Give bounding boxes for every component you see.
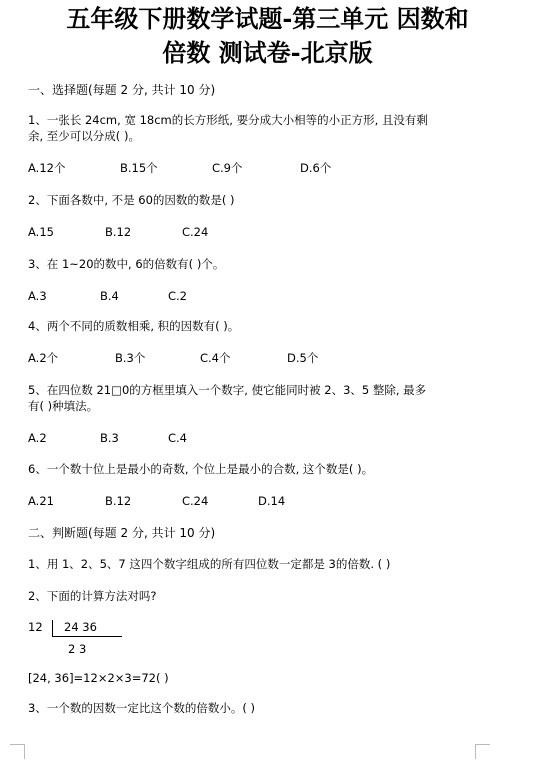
short-division: [28, 618, 148, 663]
section2-heading: 二、判断题(每题 2 分, 共计 10 分): [28, 526, 216, 540]
q2-option-b: B.12: [105, 225, 132, 239]
q4-option-b: B.3个: [115, 351, 146, 365]
q6-option-c: C.24: [182, 494, 209, 508]
q2-text: 2、下面各数中, 不是 60的因数的数是( ): [28, 193, 235, 207]
q4-option-d: D.5个: [287, 351, 319, 365]
q5-option-c: C.4: [168, 431, 188, 445]
q5-text-line1: 5、在四位数 21□0的方框里填入一个数字, 使它能同时被 2、3、5 整除, 最多: [28, 383, 427, 397]
page-title-line1: 五年级下册数学试题-第三单元 因数和: [66, 4, 469, 33]
q2-option-c: C.24: [182, 225, 209, 239]
division-divisor: 12: [28, 620, 43, 634]
division-horizontal-bar: [52, 636, 122, 637]
judge-q3-text: 3、一个数的因数一定比这个数的倍数小。( ): [28, 701, 255, 715]
q3-option-c: C.2: [168, 289, 188, 303]
q6-text: 6、一个数十位上是最小的奇数, 个位上是最小的合数, 这个数是( )。: [28, 462, 374, 476]
q6-option-a: A.21: [28, 494, 54, 508]
q2-option-a: A.15: [28, 225, 54, 239]
q1-option-c: C.9个: [212, 161, 243, 175]
judge-q2-text: 2、下面的计算方法对吗?: [28, 589, 157, 603]
judge-q1-text: 1、用 1、2、5、7 这四个数字组成的所有四位数一定都是 3的倍数. ( ): [28, 557, 391, 571]
q4-text: 4、两个不同的质数相乘, 积的因数有( )。: [28, 319, 240, 333]
q1-option-d: D.6个: [300, 161, 332, 175]
page-corner-mark-right: [475, 744, 490, 759]
division-vertical-bar: [52, 620, 53, 636]
q1-option-a: A.12个: [28, 161, 66, 175]
q6-option-d: D.14: [258, 494, 286, 508]
q4-option-c: C.4个: [200, 351, 231, 365]
division-dividend: 24 36: [64, 620, 97, 634]
q1-text-line1: 1、一张长 24cm, 宽 18cm的长方形纸, 要分成大小相等的小正方形, 且没有剩: [28, 113, 428, 127]
q3-option-b: B.4: [100, 289, 119, 303]
q5-option-a: A.2: [28, 431, 47, 445]
q5-text-line2: 有( )种填法。: [28, 399, 99, 413]
judge-q2-result: [24, 36]=12×2×3=72( ): [28, 671, 169, 685]
q1-option-b: B.15个: [120, 161, 158, 175]
section1-heading: 一、选择题(每题 2 分, 共计 10 分): [28, 83, 216, 97]
q6-option-b: B.12: [105, 494, 132, 508]
q3-text: 3、在 1~20的数中, 6的倍数有( )个。: [28, 257, 225, 271]
page-title-line2: 倍数 测试卷-北京版: [162, 38, 373, 67]
division-quotient: 2 3: [68, 642, 87, 656]
q1-text-line2: 余, 至少可以分成( )。: [28, 129, 140, 143]
q5-option-b: B.3: [100, 431, 119, 445]
q4-option-a: A.2个: [28, 351, 59, 365]
page-corner-mark-left: [10, 744, 25, 759]
q3-option-a: A.3: [28, 289, 47, 303]
